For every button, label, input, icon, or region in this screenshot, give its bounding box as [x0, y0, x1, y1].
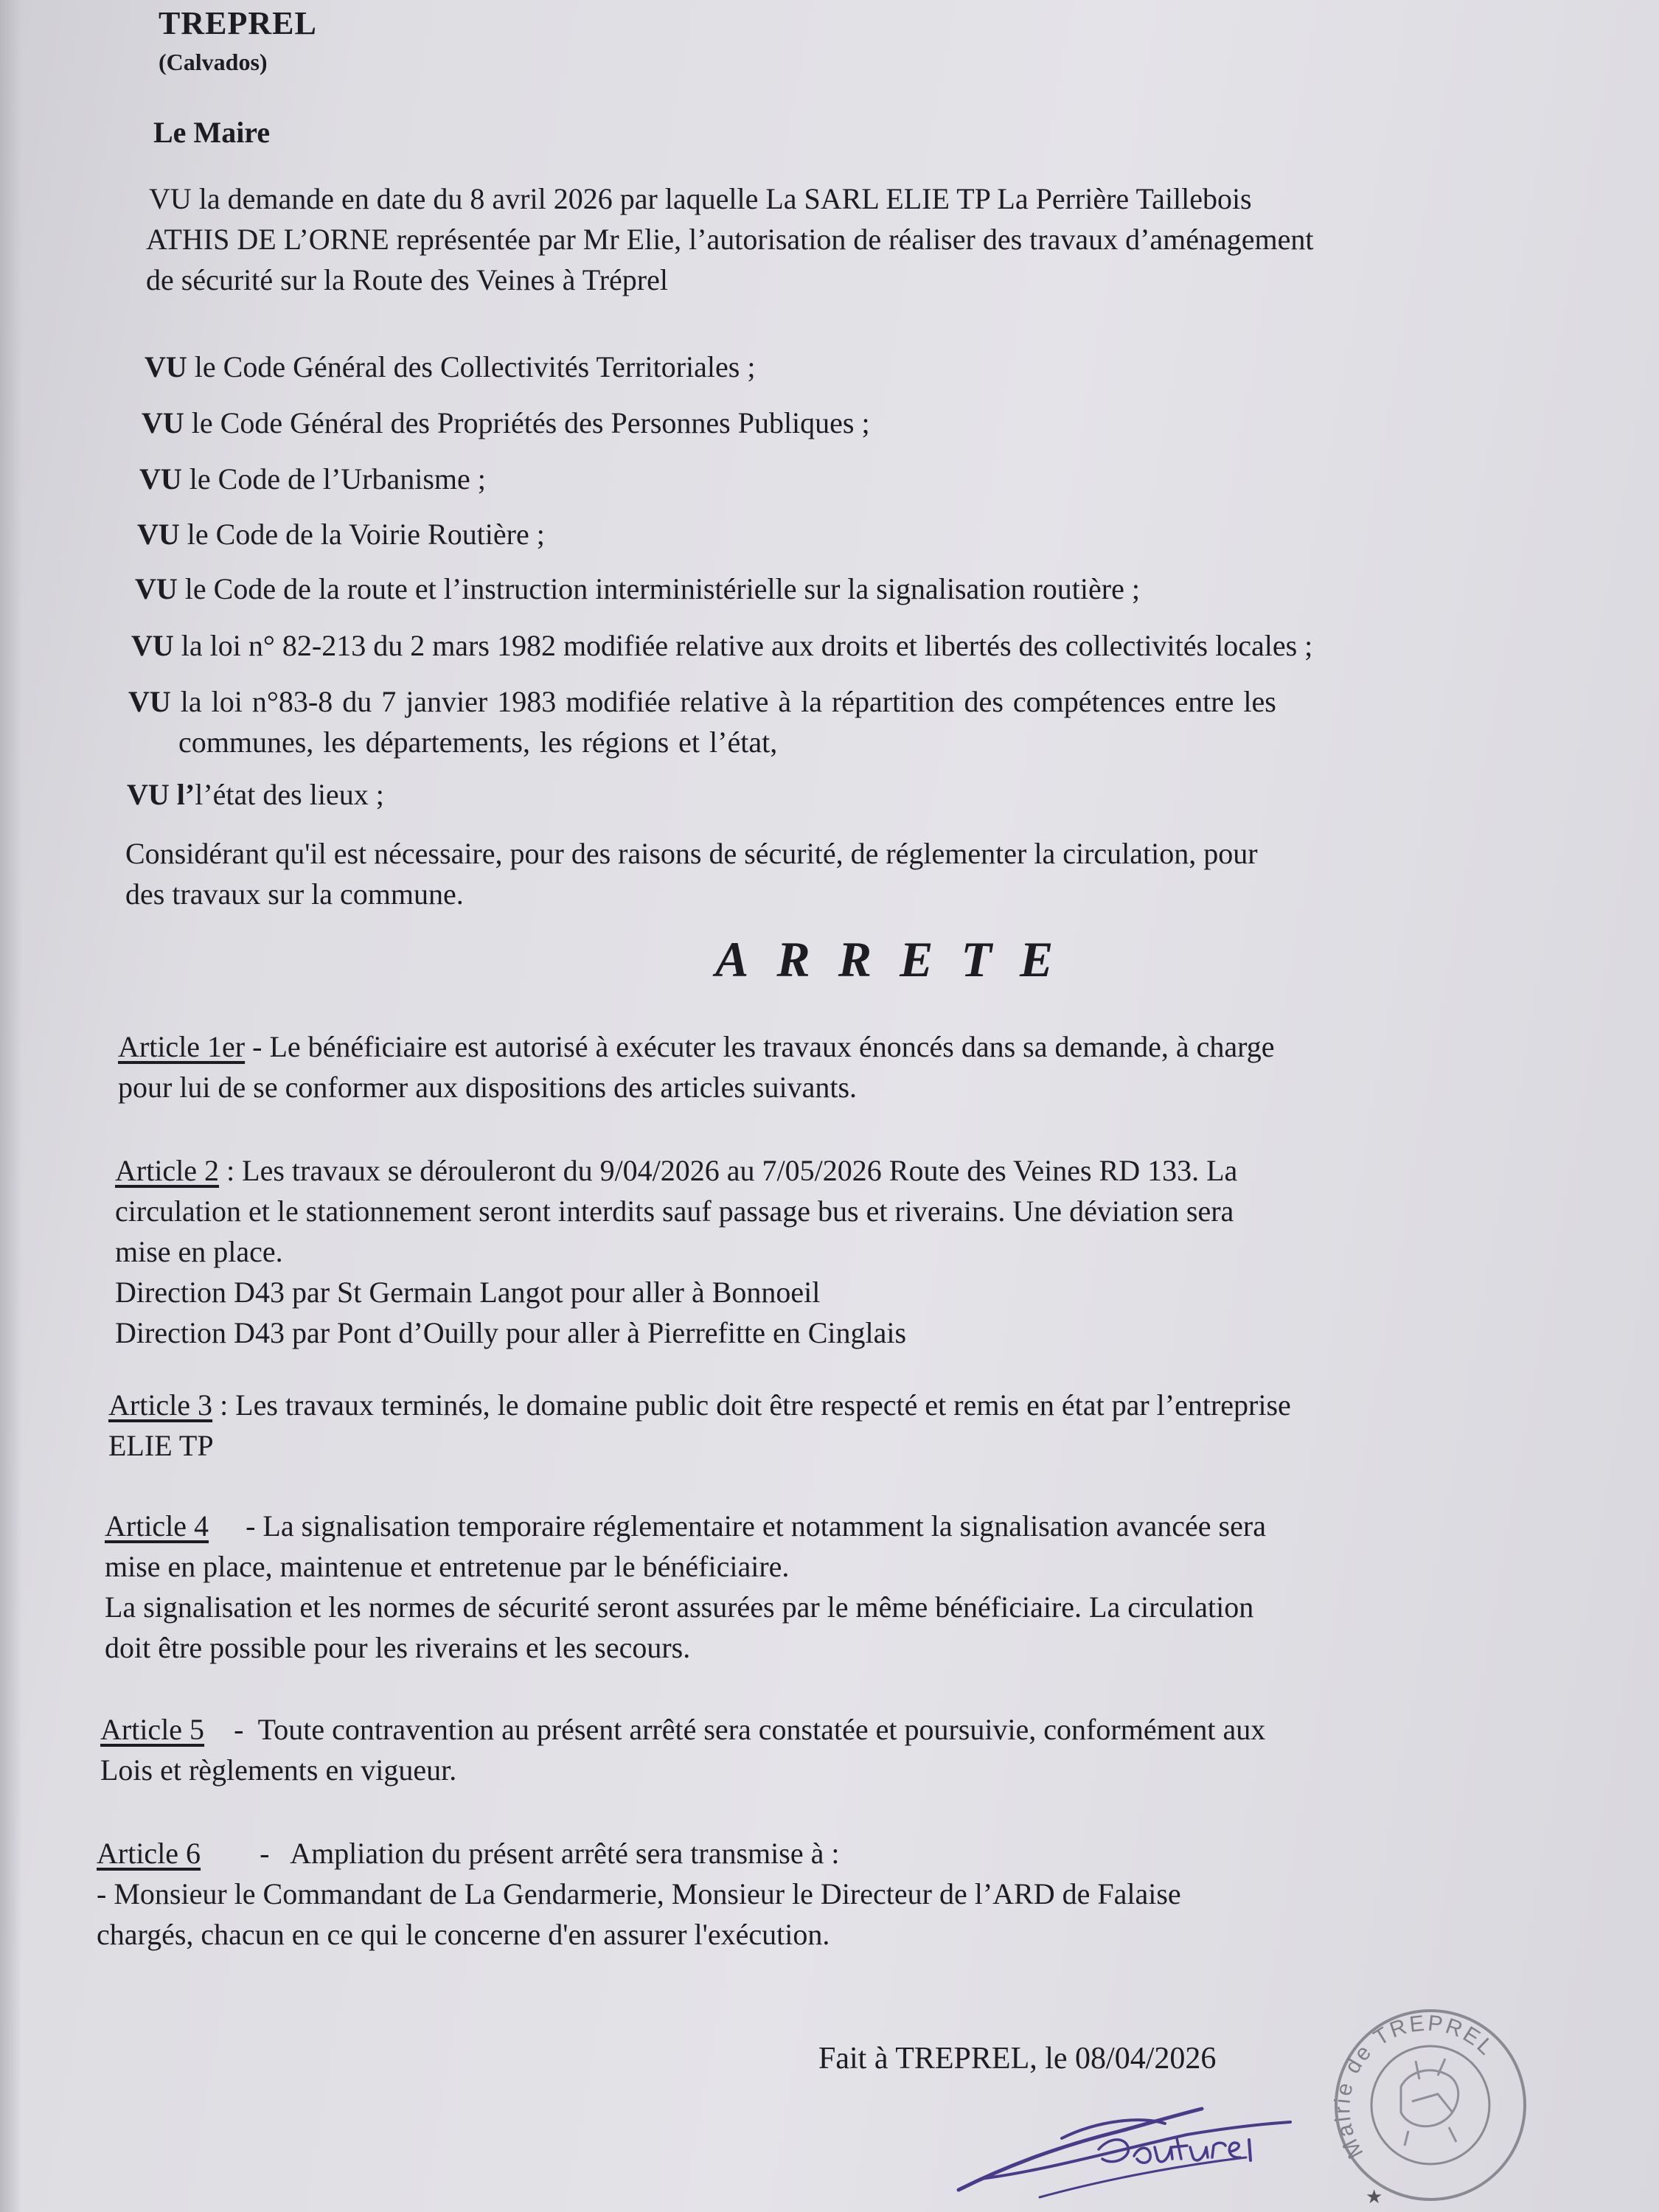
- article-label: Article 4: [105, 1509, 209, 1543]
- request-line-2: ATHIS DE L’ORNE représentée par Mr Elie, l’autorisation de réaliser des travaux d’aménagement: [146, 223, 1314, 256]
- article-text: - La signalisation temporaire réglementaire et notamment la signalisation avancée sera: [209, 1509, 1266, 1543]
- page-edge-shadow: [0, 0, 22, 2212]
- decision-title: ARRETE: [715, 931, 1082, 987]
- article-6: [97, 1833, 1181, 1955]
- article-text: pour lui de se conformer aux dispositions des articles suivants.: [118, 1071, 858, 1104]
- visa-keyword: VU: [139, 462, 182, 495]
- visa-text: le Code de la route et l’instruction interministérielle sur la signalisation routière ;: [184, 572, 1140, 605]
- authority-heading: Le Maire: [153, 116, 271, 149]
- visa-line: [137, 514, 545, 554]
- article-4: [105, 1506, 1266, 1668]
- visa-text: le Code Général des Collectivités Territoriales ;: [194, 350, 756, 383]
- article-text: ELIE TP: [108, 1429, 214, 1462]
- visa-line: [139, 459, 486, 499]
- request-line-1: VU la demande en date du 8 avril 2026 par laquelle La SARL ELIE TP La Perrière Taillebois: [149, 182, 1252, 215]
- article-text: - Le bénéficiaire est autorisé à exécuter les travaux énoncés dans sa demande, à charge: [245, 1030, 1275, 1063]
- article-3: [108, 1385, 1291, 1466]
- article-5: [100, 1709, 1265, 1790]
- request-line: [146, 260, 1314, 300]
- svg-text:Mairie de TREPREL: Mairie de TREPREL: [1330, 2011, 1500, 2163]
- considerant-line: Considérant qu'il est nécessaire, pour des raisons de sécurité, de réglementer la circulation, pour: [125, 837, 1258, 870]
- article-label: Article 6: [97, 1837, 201, 1870]
- article-text: chargés, chacun en ce qui le concerne d'en assurer l'exécution.: [97, 1918, 830, 1951]
- article-text: - Ampliation du présent arrêté sera transmise à :: [201, 1837, 840, 1870]
- visa-keyword: VU: [128, 685, 171, 718]
- article-2: [115, 1150, 1237, 1353]
- visa-text-continued: communes, les départements, les régions et l’état,: [178, 726, 778, 759]
- mairie-stamp: [1320, 1991, 1541, 2212]
- considerant-paragraph: [125, 833, 1258, 914]
- visa-keyword: VU: [137, 518, 180, 551]
- visa-keyword: VU: [131, 629, 174, 662]
- article-text: Direction D43 par Pont d’Ouilly pour aller à Pierrefitte en Cinglais: [115, 1316, 907, 1349]
- article-text: La signalisation et les normes de sécurité seront assurées par le même bénéficiaire. La circulation: [105, 1590, 1254, 1624]
- visa-line: [135, 568, 1140, 609]
- visa-text: la loi n°83-8 du 7 janvier 1983 modifiée relative à la répartition des compétences entre les: [180, 685, 1276, 718]
- article-label: Article 1er: [118, 1030, 246, 1063]
- visa-line: [127, 774, 384, 815]
- visa-text: le Code de l’Urbanisme ;: [189, 462, 486, 495]
- place-and-date: Fait à TREPREL, le 08/04/2026: [818, 2042, 1217, 2076]
- article-text: Direction D43 par St Germain Langot pour aller à Bonnoeil: [115, 1276, 821, 1309]
- commune-name: TREPREL: [159, 5, 317, 41]
- visa-keyword: VU: [145, 350, 187, 383]
- request-paragraph: [146, 178, 1314, 300]
- handwritten-signature: [951, 2094, 1305, 2205]
- article-text: mise en place.: [115, 1235, 283, 1268]
- visa-line: [145, 347, 755, 387]
- article-label: Article 3: [108, 1388, 213, 1422]
- article-text: mise en place, maintenue et entretenue par le bénéficiaire.: [105, 1550, 790, 1583]
- article-text: doit être possible pour les riverains et les secours.: [105, 1631, 691, 1664]
- article-text: - Monsieur le Commandant de La Gendarmerie, Monsieur le Directeur de l’ARD de Falaise: [97, 1877, 1181, 1910]
- visa-text: le Code Général des Propriétés des Personnes Publiques ;: [191, 406, 870, 439]
- visa-text: l’état des lieux ;: [195, 778, 384, 811]
- visa-keyword: VU: [135, 572, 178, 605]
- article-1: [118, 1026, 1275, 1107]
- article-text: : Les travaux se dérouleront du 9/04/2026 au 7/05/2026 Route des Veines RD 133. La: [219, 1154, 1238, 1187]
- visa-text: la loi n° 82-213 du 2 mars 1982 modifiée relative aux droits et libertés des collectivités locales ;: [181, 629, 1313, 662]
- article-label: Article 2: [115, 1154, 220, 1187]
- visa-text: le Code de la Voirie Routière ;: [187, 518, 545, 551]
- visa-keyword: VU l’: [127, 778, 195, 811]
- article-text: - Toute contravention au présent arrêté sera constatée et poursuivie, conformément aux: [204, 1713, 1266, 1746]
- request-line-3: de sécurité sur la Route des Veines à Tréprel: [146, 263, 668, 296]
- visa-line: [142, 403, 870, 443]
- visa-line: [128, 681, 1276, 762]
- article-text: Lois et règlements en vigueur.: [100, 1753, 457, 1787]
- article-label: Article 5: [100, 1713, 205, 1746]
- request-line: [146, 219, 1314, 260]
- considerant-line: des travaux sur la commune.: [125, 877, 464, 911]
- visa-line: [131, 625, 1312, 666]
- article-text: circulation et le stationnement seront interdits sauf passage bus et riverains. Une déviation sera: [115, 1194, 1234, 1228]
- department-name: (Calvados): [159, 49, 268, 75]
- svg-text:★: ★: [1366, 2186, 1383, 2208]
- visa-keyword: VU: [142, 406, 184, 439]
- article-text: : Les travaux terminés, le domaine public doit être respecté et remis en état par l’entreprise: [212, 1388, 1291, 1422]
- request-line: [149, 178, 1314, 219]
